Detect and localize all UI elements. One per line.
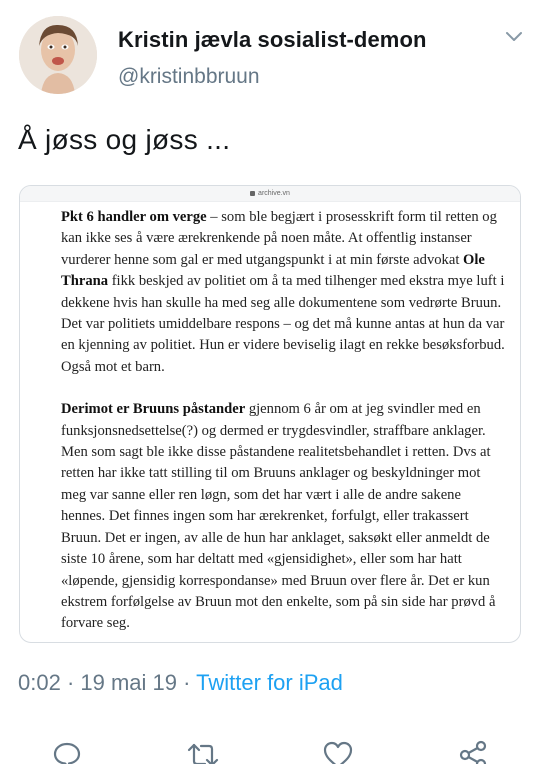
user-handle[interactable]: @kristinbbruun (118, 65, 260, 88)
article-text (61, 207, 507, 643)
tweet-header (0, 0, 538, 110)
retweet-icon[interactable] (187, 739, 219, 764)
tweet-date: 19 mai 19 (80, 670, 178, 695)
meta-separator: · (177, 670, 197, 695)
meta-separator: · (60, 670, 81, 695)
attached-image[interactable] (19, 185, 521, 643)
avatar[interactable] (19, 16, 97, 94)
share-icon[interactable] (457, 739, 489, 764)
tweet-time: 0:02 (18, 670, 61, 695)
avatar-photo (19, 16, 97, 94)
paragraph-2: Derimot er Bruuns påstander gjennom 6 år om at jeg svindler med en funksjonsnedsettelse(?) og dermed er trygdesvindler, straffbare anklager. Men som sagt ble ikke disse påstandene realitetsbehandlet i retten. Dvs at retten har ikke tatt stilling til om Bruuns anklager og beskyldninger mot meg var sanne eller ren løgn, som det har vært i alle de andre sakene hennes. Det finnes ingen som har ærekrenket, forfulgt, eller trakassert Bruun. Det er ingen, av alle de hun har anklaget, saksøkt eller anmeldt de siste 10 årene, som har deltatt med «gjensidighet», eller som har hatt «løpende, gjensidig korrespondanse» med Bruun over flere år. Det er kun ekstrem forfølgelse av Bruun mot den enkelte, som på sin side har prøvd å forvare seg. (61, 401, 496, 632)
reply-icon[interactable] (51, 739, 83, 764)
action-bar (0, 735, 538, 764)
tweet-meta (18, 670, 343, 696)
lock-icon (250, 191, 255, 196)
chevron-down-icon[interactable] (504, 30, 524, 44)
display-name[interactable]: Kristin jævla sosialist-demon (118, 27, 427, 52)
heart-icon[interactable] (322, 739, 354, 764)
url-text: archive.vn (258, 190, 290, 197)
browser-url-bar (20, 186, 520, 202)
paragraph-1: Pkt 6 handler om verge – som ble begjært i prosesskrift form til retten og kan ikke ses å være ærekrenkende på noen måte. At offentlig instanser vurderer henne som gal er med utgangspunkt i at min første advokat Ole Thrana fikk beskjed av politiet om å ta med tilhenger med ekstra mye luft i dekkene hvis han skulle ha med seg alle dokumentene som vedrørte Bruun. Det var politiets umiddelbare respons – og det må kunne antas at hun da var en kjenning av politiet. Hun er videre beviselig ilagt en rekke besøksforbud. Også mot et barn. (61, 209, 505, 375)
tweet-source-link[interactable]: Twitter for iPad (196, 670, 343, 695)
tweet-text: Å jøss og jøss ... (18, 124, 231, 155)
